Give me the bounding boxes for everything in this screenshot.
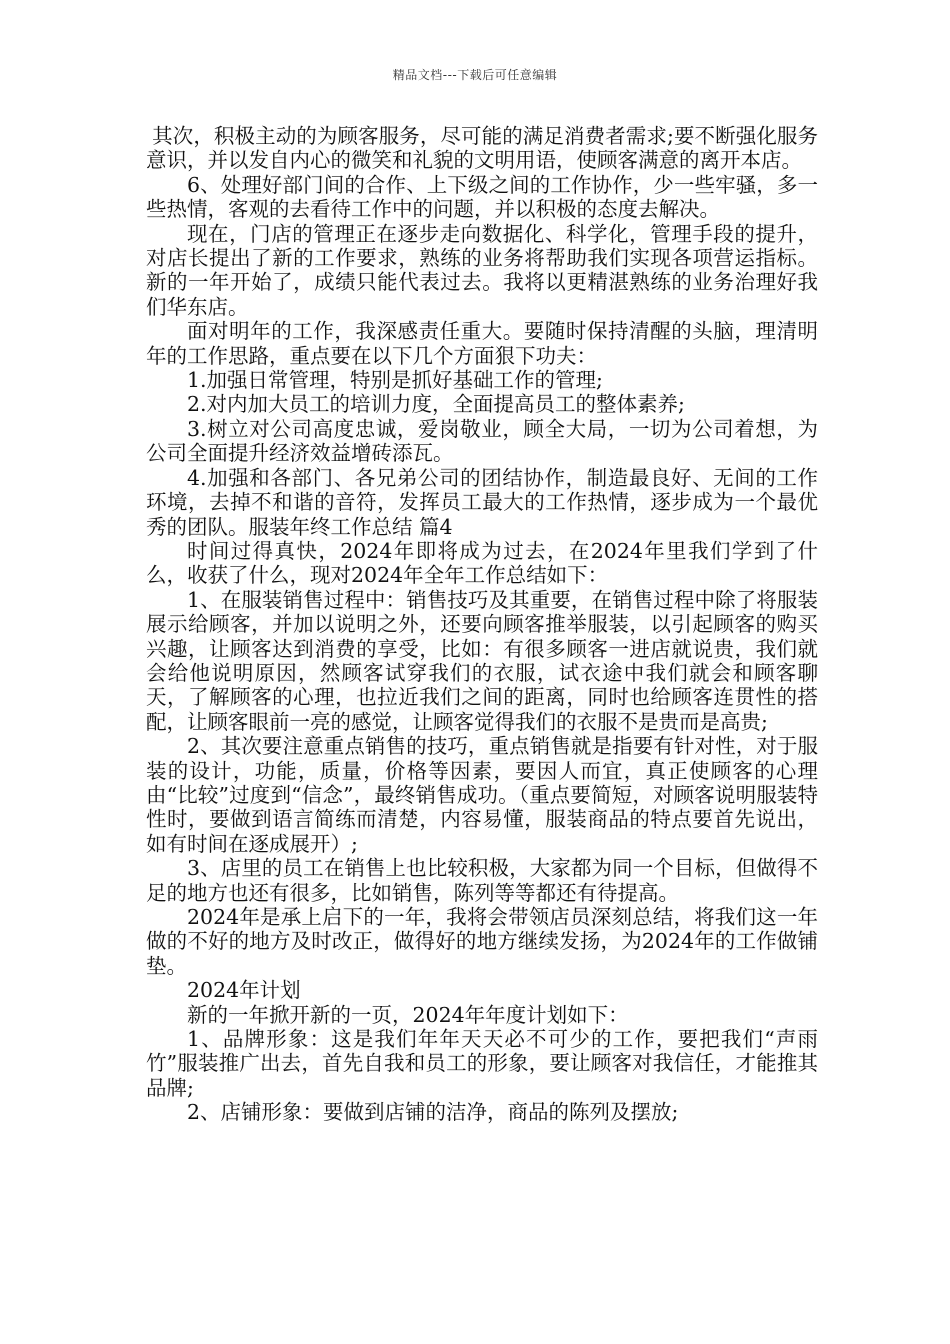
list-item: 3.树立对公司高度忠诚，爱岗敬业，顾全大局，一切为公司着想，为公司全面提升经济效益增砖添瓦。 — [146, 416, 818, 466]
paragraph: 面对明年的工作，我深感责任重大。要随时保持清醒的头脑，理清明年的工作思路，重点要在以下几个方面狠下功夫： — [146, 319, 818, 368]
paragraph: 其次，积极主动的为顾客服务，尽可能的满足消费者需求;要不断强化服务意识，并以发自内心的微笑和礼貌的文明用语，使顾客满意的离开本店。 — [146, 124, 818, 173]
paragraph: 2024年是承上启下的一年，我将会带领店员深刻总结，将我们这一年做的不好的地方及时改正，做得好的地方继续发扬，为2024年的工作做铺垫。 — [146, 905, 818, 978]
list-item: 2.对内加大员工的培训力度，全面提高员工的整体素养; — [187, 392, 685, 417]
page-header: 精品文档---下载后可任意编辑 — [392, 68, 558, 82]
paragraph: 现在，门店的管理正在逐步走向数据化、科学化，管理手段的提升，对店长提出了新的工作要求，熟练的业务将帮助我们实现各项营运指标。新的一年开始了，成绩只能代表过去。我将以更精湛熟练的业务治理好我们华东店。 — [146, 221, 818, 319]
list-item: 1、品牌形象：这是我们年年天天必不可少的工作，要把我们“声雨竹”服装推广出去，首先自我和员工的形象，要让顾客对我信任，才能推其品牌; — [146, 1027, 818, 1100]
paragraph: 1、在服装销售过程中：销售技巧及其重要，在销售过程中除了将服装展示给顾客，并加以说明之外，还要向顾客推举服装，以引起顾客的购买兴趣，让顾客达到消费的享受，比如：有很多顾客一进店就说贵，我们就会给他说明原因，然顾客试穿我们的衣服，试衣途中我们就会和顾客聊天，了解顾客的心理，也拉近我们之间的距离，同时也给顾客连贯性的搭配，让顾客眼前一亮的感觉，让顾客觉得我们的衣服不是贵而是高贵; — [146, 587, 818, 734]
paragraph: 时间过得真快，2024年即将成为过去，在2024年里我们学到了什么，收获了什么，现对2024年全年工作总结如下： — [146, 538, 818, 588]
list-item: 1.加强日常管理，特别是抓好基础工作的管理; — [187, 368, 603, 393]
paragraph: 2、其次要注意重点销售的技巧，重点销售就是指要有针对性，对于服装的设计，功能，质量，价格等因素，要因人而宜，真正使顾客的心理由“比较”过度到“信念”，最终销售成功。（重点要简短，对顾客说明服装特性时，要做到语言简练而清楚，内容易懂，服装商品的特点要首先说出，如有时间在逐成展开）; — [146, 734, 818, 856]
list-item: 4.加强和各部门、各兄弟公司的团结协作，制造最良好、无间的工作环境，去掉不和谐的音符，发挥员工最大的工作热情，逐步成为一个最优秀的团队。服装年终工作总结 篇4 — [146, 465, 818, 539]
paragraph: 3、店里的员工在销售上也比较积极，大家都为同一个目标，但做得不足的地方也还有很多，比如销售，陈列等等都还有待提高。 — [146, 856, 818, 905]
paragraph: 6、处理好部门间的合作、上下级之间的工作协作，少一些牢骚，多一些热情，客观的去看待工作中的问题，并以积极的态度去解决。 — [146, 172, 818, 222]
section-heading: 2024年计划 — [187, 978, 301, 1003]
list-item: 2、店铺形象：要做到店铺的洁净，商品的陈列及摆放; — [187, 1100, 679, 1125]
document-body — [146, 124, 818, 1125]
paragraph: 新的一年掀开新的一页，2024年年度计划如下： — [187, 1002, 629, 1027]
